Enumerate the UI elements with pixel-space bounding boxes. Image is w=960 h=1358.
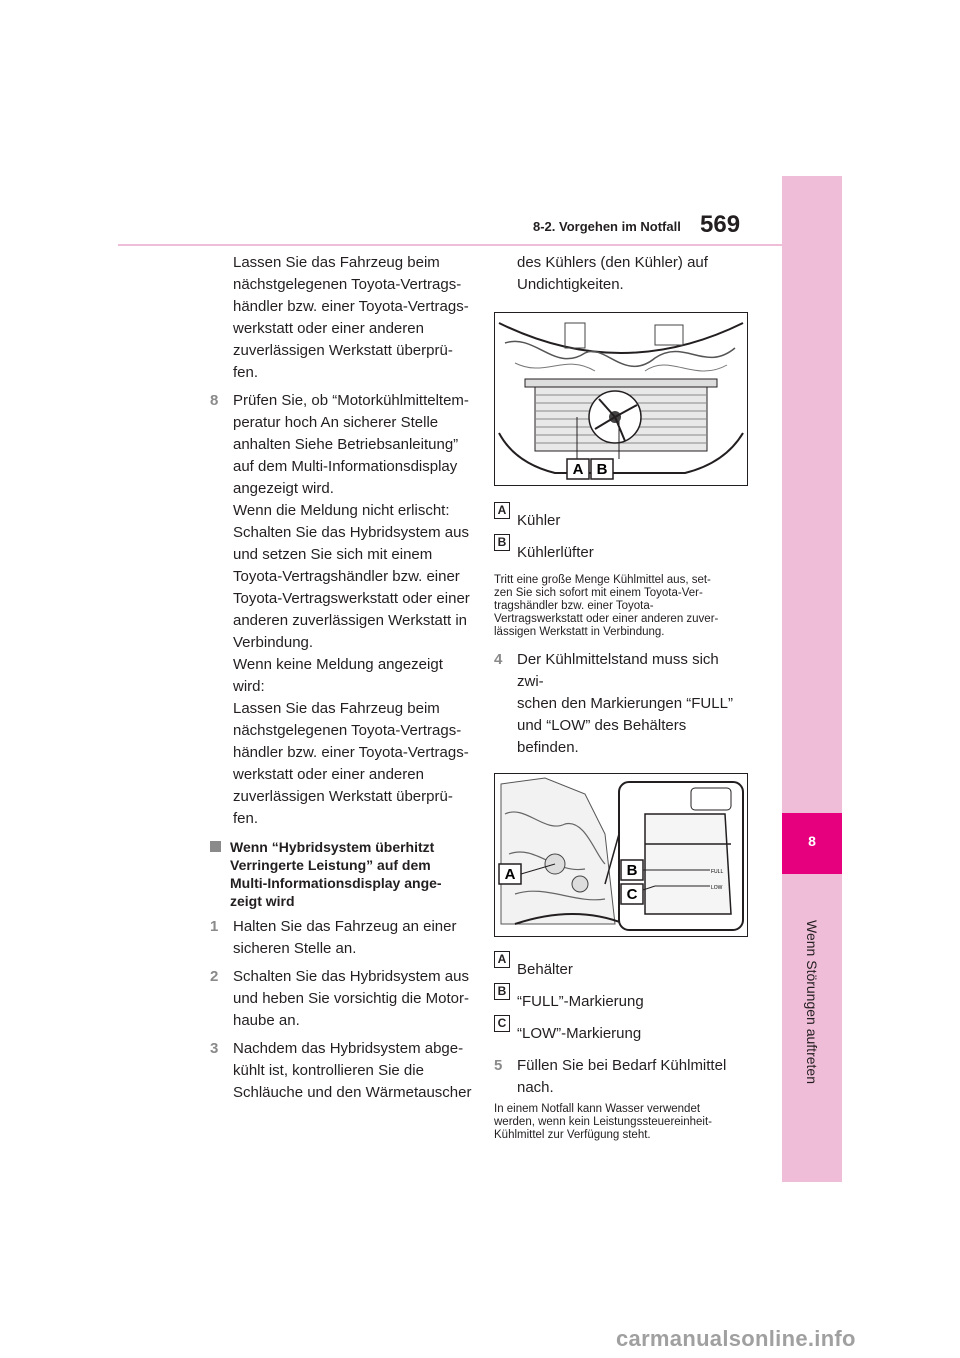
- reservoir-figure: [494, 773, 748, 937]
- watermark: carmanualsonline.info: [616, 1326, 856, 1351]
- step-5: 5 Füllen Sie bei Bedarf Kühlmittel nach.: [494, 1057, 727, 1096]
- chapter-number: 8: [808, 833, 816, 849]
- header-rule: [118, 244, 782, 246]
- figure-label-c-text: C: [626, 886, 638, 903]
- paragraph-1: Lassen Sie das Fahrzeug beim nächstgelegenen Toyota-Vertrags- händler bzw. einer Toyota-Vertrags- werkstatt oder einer anderen zuverlässigen Werkstatt überprü- fen.: [233, 254, 469, 381]
- legend-key: B: [494, 983, 510, 1000]
- right-column: [494, 252, 748, 1152]
- chapter-label: Wenn Störungen auftreten: [804, 920, 820, 1084]
- legend-key: A: [494, 502, 510, 519]
- legend-item-a: A Behälter: [494, 959, 748, 981]
- low-mark-text: LOW: [711, 885, 723, 891]
- step-4: 4 Der Kühlmittelstand muss sich zwi- schen den Markierungen “FULL” und “LOW” des Behälters befinden.: [494, 651, 733, 756]
- page-number: 569: [700, 211, 741, 238]
- subsection-heading: Wenn “Hybridsystem überhitzt Verringerte Leistung” auf dem Multi-Informationsdisplay ange- zeigt wird: [210, 838, 476, 910]
- radiator-illustration: [495, 313, 747, 485]
- step-8: 8 Prüfen Sie, ob “Motorkühlmitteltem- peratur hoch An sicherer Stelle anhalten Siehe Betriebsanleitung” auf dem Multi-Informationsdisplay angezeigt wird. Wenn die Meldung nicht erlischt: Schalten Sie das Hybridsystem aus und setzen Sie sich mit einem Toyota-Vertragshändler bzw. einer Toyota-Vertragswerkstatt oder einer anderen zuverlässigen Werkstatt in Verbindung. Wenn keine Meldung angezeigt wird: Lassen Sie das Fahrzeug beim nächstgelegenen Toyota-Vertrags- händler bzw. einer Toyota-Vertrags- werkstatt oder einer anderen zuverlässigen Werkstatt überprü- fen.: [210, 392, 470, 827]
- figure-label-b-text: B: [596, 461, 608, 478]
- full-mark-text: FULL: [711, 869, 724, 875]
- legend-key: B: [494, 534, 510, 551]
- step-1: 1 Halten Sie das Fahrzeug an einer sicheren Stelle an.: [210, 918, 457, 957]
- step-2: 2 Schalten Sie das Hybridsystem aus und heben Sie vorsichtig die Motor- haube an.: [210, 968, 469, 1029]
- legend-item-b: B “FULL”-Markierung: [494, 991, 748, 1013]
- figure-label-a-text: A: [504, 866, 516, 883]
- radiator-figure: [494, 312, 748, 486]
- step-number: 1: [210, 918, 219, 935]
- legend-item-a: A Kühler: [494, 510, 748, 532]
- figure-label-a-text: A: [572, 461, 584, 478]
- step-number: 4: [494, 651, 503, 668]
- note-1: Tritt eine große Menge Kühlmittel aus, set- zen Sie sich sofort mit einem Toyota-Ver- tragshändler bzw. einer Toyota- Vertragswerkstatt oder einer anderen zuver- lässigen Werkstatt in Verbindung.: [494, 574, 719, 638]
- left-column: [210, 252, 476, 1108]
- reservoir-illustration: [495, 774, 747, 936]
- square-bullet-icon: [210, 841, 221, 852]
- figure-label-b-text: B: [626, 862, 638, 879]
- step-3-continued: des Kühlers (den Kühler) auf Undichtigkeiten.: [517, 254, 708, 293]
- step-number: 5: [494, 1057, 503, 1074]
- section-title: 8-2. Vorgehen im Notfall: [533, 219, 681, 234]
- step-number: 3: [210, 1040, 219, 1057]
- step-number: 2: [210, 968, 219, 985]
- legend-key: A: [494, 951, 510, 968]
- note-2: In einem Notfall kann Wasser verwendet werden, wenn kein Leistungssteuereinheit- Kühlmittel zur Verfügung steht.: [494, 1103, 712, 1141]
- step-number: 8: [210, 392, 219, 409]
- legend-item-b: B Kühlerlüfter: [494, 542, 748, 564]
- step-3: 3 Nachdem das Hybridsystem abge- kühlt ist, kontrollieren Sie die Schläuche und den Wärmetauscher: [210, 1040, 472, 1101]
- legend-item-c: C “LOW”-Markierung: [494, 1023, 748, 1045]
- legend-key: C: [494, 1015, 510, 1032]
